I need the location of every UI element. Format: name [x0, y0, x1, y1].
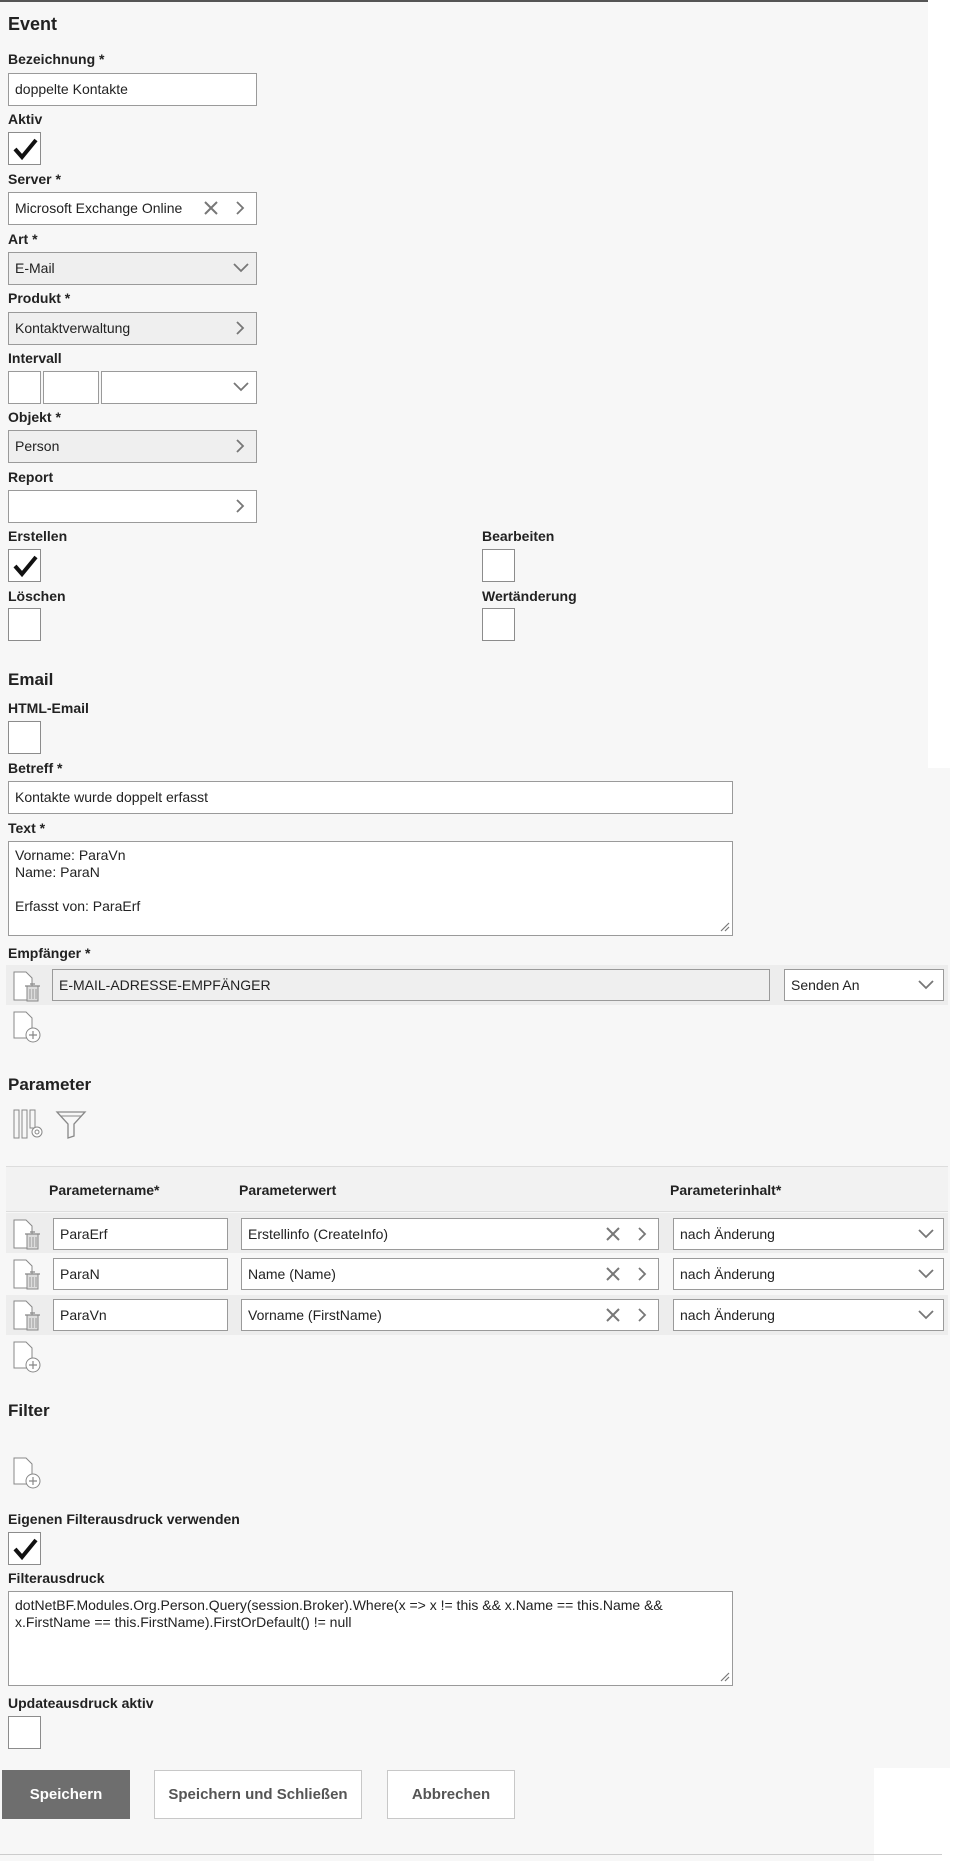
aktiv-checkbox[interactable]: [8, 132, 41, 165]
filterausdruck-label: Filterausdruck: [8, 1570, 105, 1586]
aktiv-label: Aktiv: [8, 111, 43, 127]
filter-heading: Filter: [8, 1401, 50, 1420]
eigenen-filter-checkbox[interactable]: [8, 1532, 41, 1565]
resize-grip-icon[interactable]: [718, 1670, 730, 1682]
delete-icon[interactable]: [12, 1258, 42, 1292]
chevron-down-icon[interactable]: [917, 979, 935, 991]
parameter-heading: Parameter: [8, 1075, 92, 1094]
art-label: Art *: [8, 231, 38, 247]
delete-icon[interactable]: [12, 970, 42, 1004]
html-email-label: HTML-Email: [8, 700, 89, 716]
filterausdruck-textarea[interactable]: [8, 1591, 733, 1686]
art-select[interactable]: [8, 252, 257, 285]
wertaenderung-checkbox[interactable]: [482, 608, 515, 641]
cancel-button[interactable]: Abbrechen: [387, 1770, 515, 1819]
server-value: Microsoft Exchange Online: [15, 200, 183, 216]
param-content-select[interactable]: nach Änderung: [673, 1218, 944, 1250]
delete-icon[interactable]: [12, 1218, 42, 1252]
bottom-border: [0, 1854, 942, 1855]
chevron-down-icon[interactable]: [232, 262, 250, 274]
intervall-label: Intervall: [8, 350, 62, 366]
param-value-field[interactable]: Vorname (FirstName): [241, 1299, 659, 1331]
clear-icon[interactable]: [605, 1307, 621, 1323]
updateausdruck-checkbox[interactable]: [8, 1716, 41, 1749]
objekt-value: Person: [15, 438, 60, 454]
art-value: E-Mail: [15, 260, 55, 276]
erstellen-checkbox[interactable]: [8, 549, 41, 582]
chevron-right-icon[interactable]: [234, 438, 246, 454]
param-content-select[interactable]: nach Änderung: [673, 1258, 944, 1290]
chevron-down-icon[interactable]: [232, 381, 250, 393]
chevron-right-icon[interactable]: [234, 320, 246, 336]
check-icon: [12, 136, 38, 162]
intervall-input-1[interactable]: [8, 371, 41, 404]
chevron-right-icon[interactable]: [636, 1266, 648, 1282]
clear-icon[interactable]: [605, 1226, 621, 1242]
param-name-input[interactable]: ParaN: [53, 1258, 228, 1290]
bearbeiten-checkbox[interactable]: [482, 549, 515, 582]
objekt-field[interactable]: [8, 430, 257, 463]
email-heading: Email: [8, 670, 54, 689]
empfaenger-field[interactable]: E-MAIL-ADRESSE-EMPFÄNGER: [52, 969, 770, 1001]
clear-icon[interactable]: [203, 200, 219, 216]
betreff-input[interactable]: Kontakte wurde doppelt erfasst: [8, 781, 733, 814]
chevron-down-icon[interactable]: [917, 1268, 935, 1280]
report-field[interactable]: [8, 490, 257, 523]
col-parameterinhalt: Parameterinhalt*: [670, 1182, 782, 1198]
col-parameterwert: Parameterwert: [239, 1182, 337, 1198]
report-label: Report: [8, 469, 54, 485]
produkt-label: Produkt *: [8, 290, 71, 306]
chevron-down-icon[interactable]: [917, 1228, 935, 1240]
column-settings-icon[interactable]: [13, 1108, 45, 1140]
loeschen-label: Löschen: [8, 588, 66, 604]
empfaenger-label: Empfänger *: [8, 945, 91, 961]
param-name-input[interactable]: ParaErf: [53, 1218, 228, 1250]
param-name-input[interactable]: ParaVn: [53, 1299, 228, 1331]
produkt-value: Kontaktverwaltung: [15, 320, 131, 336]
param-content-select[interactable]: nach Änderung: [673, 1299, 944, 1331]
chevron-right-icon[interactable]: [636, 1307, 648, 1323]
server-field[interactable]: [8, 192, 257, 225]
filter-icon[interactable]: [55, 1108, 87, 1140]
add-filter-icon[interactable]: [12, 1456, 44, 1490]
save-button[interactable]: Speichern: [2, 1770, 130, 1819]
resize-grip-icon[interactable]: [718, 920, 730, 932]
server-label: Server *: [8, 171, 61, 187]
updateausdruck-label: Updateausdruck aktiv: [8, 1695, 154, 1711]
empfaenger-mode-select[interactable]: Senden An: [784, 969, 944, 1001]
check-icon: [12, 553, 38, 579]
chevron-right-icon[interactable]: [234, 200, 246, 216]
save-close-button[interactable]: Speichern und Schließen: [154, 1770, 362, 1819]
betreff-label: Betreff *: [8, 760, 63, 776]
check-icon: [12, 1536, 38, 1562]
text-textarea[interactable]: [8, 841, 733, 936]
clear-icon[interactable]: [605, 1266, 621, 1282]
delete-icon[interactable]: [12, 1299, 42, 1333]
text-label: Text *: [8, 820, 46, 836]
erstellen-label: Erstellen: [8, 528, 68, 544]
bezeichnung-label: Bezeichnung *: [8, 51, 105, 67]
param-value-field[interactable]: Erstellinfo (CreateInfo): [241, 1218, 659, 1250]
objekt-label: Objekt *: [8, 409, 61, 425]
bezeichnung-input[interactable]: doppelte Kontakte: [8, 73, 257, 106]
intervall-input-2[interactable]: [43, 371, 99, 404]
eigenen-filter-label: Eigenen Filterausdruck verwenden: [8, 1511, 240, 1527]
add-row-icon[interactable]: [12, 1010, 44, 1044]
event-heading: Event: [8, 14, 58, 34]
chevron-right-icon[interactable]: [636, 1226, 648, 1242]
loeschen-checkbox[interactable]: [8, 608, 41, 641]
col-parametername: Parametername*: [49, 1182, 160, 1198]
add-row-icon[interactable]: [12, 1340, 44, 1374]
param-value-field[interactable]: Name (Name): [241, 1258, 659, 1290]
chevron-down-icon[interactable]: [917, 1309, 935, 1321]
produkt-field[interactable]: [8, 312, 257, 345]
chevron-right-icon[interactable]: [234, 498, 246, 514]
wertaenderung-label: Wertänderung: [482, 588, 577, 604]
bearbeiten-label: Bearbeiten: [482, 528, 555, 544]
html-email-checkbox[interactable]: [8, 721, 41, 754]
